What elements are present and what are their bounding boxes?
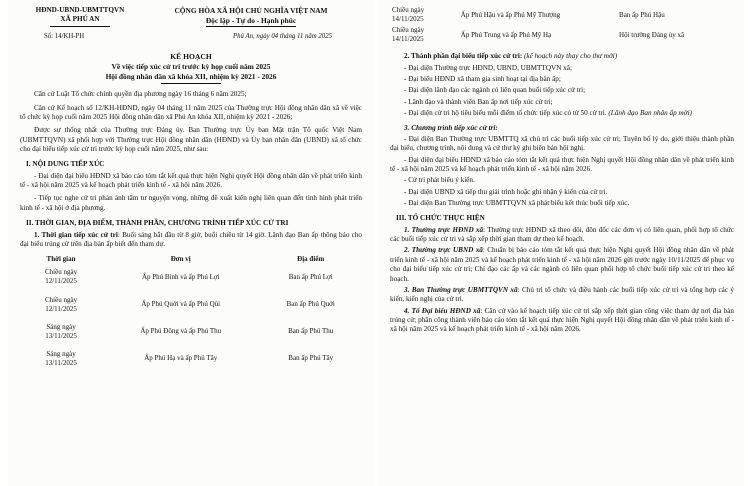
col-header-unit: Đơn vị: [170, 255, 191, 264]
number-date-line: [20, 33, 362, 42]
col-header-place: Địa điểm: [297, 255, 325, 264]
cell-date: 12/11/2025: [45, 277, 77, 286]
document-number: Số: 14/KH-PH: [44, 33, 85, 41]
cell-place: Ban ấp Phú Quới: [286, 300, 335, 309]
national-motto: [140, 6, 362, 27]
implementation-item-4-text: : Căn cứ vào kế hoạch tiếp xúc cử tri sắp xếp thời gian công việc tham dự nơi địa bàn trúng cử; phân công thành viên báo cáo tóm tắt kết quả thực hiện Nghị quyết Hội đồng nhân dân về phát triển kinh tế - xã hội năm 2025 và kế hoạch phát triển kinh tế - xã hội năm 2026.: [390, 306, 734, 334]
cell-time-part: Chiều ngày: [45, 295, 78, 304]
document-page-right: [378, 0, 744, 486]
cell-time: [390, 6, 459, 26]
legal-basis-2: Căn cứ Kế hoạch số 12/KH-HĐND, ngày 04 tháng 11 năm 2025 của Thường trực Hội đồng nhân dân xã về việc tổ chức kỳ họp cuối năm 2025 Hội đồng nhân dân xã Phú An khóa XII, nhiệm kỳ 2021 - 2026;: [20, 103, 362, 121]
nation-motto: Độc lập - Tự do - Hạnh phúc: [205, 15, 297, 25]
table-row: [20, 321, 362, 348]
composition-heading: [390, 52, 734, 61]
schedule-table-continued: [390, 6, 734, 46]
section-3-heading: III. TỔ CHỨC THỰC HIỆN: [396, 214, 485, 223]
cell-place: Ban ấp Phú Tây: [288, 354, 334, 363]
cell-time-part: Chiều ngày: [45, 268, 78, 277]
motto-underline: [206, 26, 296, 27]
cell-time-part: Chiều ngày: [392, 26, 425, 35]
cell-time: [390, 26, 459, 46]
composition-item-5-note: (Lãnh đạo Ban nhân ấp mời): [606, 109, 692, 118]
program-heading: 3. Chương trình tiếp xúc cử tri:: [404, 123, 498, 132]
composition-item-3: - Đại diện lãnh đạo các ngành có liên quan buổi tiếp xúc cử tri;: [404, 86, 586, 95]
cell-time: [20, 266, 102, 293]
section-1-heading: I. NỘI DUNG TIẾP XÚC: [26, 160, 105, 169]
col-header-time: Thời gian: [46, 255, 76, 264]
composition-item-4: - Lãnh đạo và thành viên Ban ấp nơi tiếp xúc cử tri;: [404, 97, 553, 106]
table-header-row: [20, 253, 362, 266]
cell-time: [20, 294, 102, 321]
legal-basis-1: Căn cứ Luật Tổ chức chính quyền địa phương ngày 16 tháng 6 năm 2025;: [34, 90, 247, 99]
cell-time: [20, 321, 102, 348]
program-item-5: - Đại diện Ban Thường trực UBMTTQVN xã phát biểu kết thúc buổi tiếp xúc.: [404, 199, 630, 208]
document-date: Phú An, ngày 04 tháng 11 năm 2025: [232, 33, 332, 41]
organization-underline: [50, 26, 110, 27]
time-label: 1. Thời gian tiếp xúc cử tri: [34, 230, 118, 239]
cell-place: Ban ấp Phú Hậu: [619, 10, 665, 19]
document-subtitle-2: Hội đồng nhân dân xã khóa XII, nhiệm kỳ 2021 - 2026: [105, 71, 277, 81]
organization-line-2: XÃ PHÚ AN: [60, 15, 100, 24]
organization-line-1: HĐND-UBND-UBMTTQVN: [35, 6, 125, 14]
cell-unit: Ấp Phú Bình và ấp Phú Lợi: [141, 272, 220, 281]
cell-time-part: Sáng ngày: [46, 322, 76, 331]
composition-note: (kế hoạch này thay cho thư mời): [522, 52, 618, 61]
table-row: [390, 6, 734, 26]
cell-date: 13/11/2025: [45, 358, 77, 367]
implementation-item-2-text: : Chuẩn bị báo cáo tóm tắt kết quả thực hiện Nghị quyết Hội đồng nhân dân về phát triển kinh tế - xã hội năm 2025 và kế hoạch phát triển kinh tế - xã hội năm 2026 gửi trước ngày 10/11/2025 để phục vụ cho đại biểu tiếp xúc cử tri; Chỉ đạo các ấp và các ngành có liên quan phối hợp tổ chức buổi tiếp xúc cử tri theo kế hoạch.: [390, 246, 734, 283]
cell-time: [20, 348, 102, 375]
cell-date: 14/11/2025: [392, 35, 424, 44]
cell-date: 12/11/2025: [45, 304, 77, 313]
implementation-item-1-label: 1. Thường trực HĐND xã: [404, 225, 484, 234]
program-item-3: - Cử tri phát biểu ý kiến.: [404, 176, 475, 185]
cell-unit: Ấp Phú Đông và ấp Phú Thu: [140, 327, 222, 336]
intro-paragraph: Được sự thống nhất của Thường trực Đảng ủy. Ban Thường trực Ủy ban Mặt trận Tổ quốc Việt Nam (UBMTTQVN) xã phối hợp với Thường trực Hội đồng nhân dân (HĐND) và Ủy ban nhân dân (UBND) xã tổ chức cho đại biểu tiếp xúc cử tri trước kỳ họp cuối năm 2025, như sau:: [20, 126, 362, 153]
table-row: [20, 348, 362, 375]
content-item-2: - Tiếp tục nghe cử tri phản ánh tâm tư nguyện vọng, những đề xuất kiến nghị liên quan đến tình hình phát triển kinh tế - xã hội ở địa phương.: [20, 194, 362, 212]
composition-item-5-text: - Đại diện cử tri hộ tiêu biểu mỗi điểm tổ chức tiếp xúc có từ 50 cử tri.: [404, 109, 607, 118]
composition-item-5: [390, 109, 734, 118]
document-page-left: [8, 0, 374, 486]
implementation-item-4: [390, 307, 734, 335]
implementation-item-1: [390, 226, 734, 245]
table-row: [20, 266, 362, 293]
content-item-1: - Đại diện đại biểu HĐND xã báo cáo tóm tắt kết quả thực hiện Nghị quyết Hội đồng nhân dân về phát triển kinh tế - xã hội năm 2025 và kế hoạch phát triển kinh tế - xã hội năm 2026.: [20, 171, 362, 190]
program-item-4: - Đại diện UBND xã tiếp thu giải trình hoặc ghi nhận ý kiến của cử tri.: [404, 187, 608, 196]
document-subtitle-1: Về việc tiếp xúc cử tri trước kỳ họp cuối năm 2025: [111, 61, 271, 71]
cell-date: 13/11/2025: [45, 331, 77, 340]
cell-unit: Ấp Phú Trung và ấp Phú Mỹ Hạ: [460, 30, 552, 39]
implementation-item-2: [390, 246, 734, 283]
document-header: [20, 6, 362, 27]
program-item-1: - Đại diện Ban Thường trực UBMTTQ xã chủ trì các buổi tiếp xúc cử tri; Tuyên bố lý do, giới thiệu thành phần đại biểu, chương trình, nội dung và cử thư ký ghi biên bản hội nghị.: [390, 134, 734, 153]
implementation-item-3-label: 3. Ban Thường trực UBMTTQVN xã: [404, 285, 518, 294]
cell-unit: Ấp Phú Hạ và ấp Phú Tây: [144, 354, 218, 363]
schedule-table: [20, 253, 362, 375]
implementation-item-4-label: 4. Tổ Đại biểu HĐND xã: [404, 306, 481, 315]
document-title: KẾ HOẠCH: [170, 52, 212, 62]
nation-name: CỘNG HÒA XÃ HỘI CHỦ NGHĨA VIỆT NAM: [174, 6, 328, 15]
section-2-heading: II. THỜI GIAN, ĐỊA ĐIỂM, THÀNH PHẦN, CHƯƠNG TRÌNH TIẾP XÚC CỬ TRI: [26, 219, 289, 228]
cell-time-part: Chiều ngày: [392, 6, 425, 14]
implementation-item-2-label: 2. Thường trực UBND xã: [404, 246, 483, 255]
cell-place: Ban ấp Phú Lợi: [288, 272, 333, 281]
program-item-2: - Đại diện đại biểu HĐND xã báo cáo tóm tắt kết quả thực hiện Nghị quyết Hội đồng nhân dân về phát triển kinh tế - xã hội năm 2025 và kế hoạch phát triển kinh tế - xã hội năm 2026.: [390, 155, 734, 173]
composition-label: 2. Thành phần đại biểu tiếp xúc cử tri:: [404, 52, 523, 61]
composition-item-1: - Đại diện Thường trực HĐND, UBND, UBMTTQVN xã;: [404, 63, 572, 72]
cell-unit: Ấp Phú Hậu và ấp Phú Mỹ Thượng: [460, 10, 561, 19]
table-row: [390, 26, 734, 46]
composition-item-2: - Đại biểu HĐND xã tham gia sinh hoạt tại địa bàn ấp;: [404, 75, 561, 84]
cell-unit: Ấp Phú Quới và ấp Phú Qùi: [141, 300, 221, 309]
table-row: [20, 294, 362, 321]
implementation-item-1-text: : Thường trực HĐND xã theo dõi, đôn đốc các đơn vị có liên quan, phối hợp tổ chức các buổi tiếp xúc cử tri và sắp xếp thời gian tham dự theo kế hoạch.: [390, 225, 734, 244]
cell-time-part: Sáng ngày: [46, 349, 76, 358]
time-paragraph: [20, 231, 362, 250]
title-underline: [161, 83, 221, 84]
time-text: : Buổi sáng bắt đầu từ 8 giờ, buổi chiều từ 14 giờ. Lãnh đạo Ban ấp thông báo cho đại biểu trúng cử trên địa bàn ấp biết đến tham dự.: [20, 230, 363, 248]
issuing-organization: [20, 6, 140, 27]
implementation-item-3-text: : Chủ trì tổ chức và điều hành các buổi tiếp xúc cử tri và tổng hợp các ý kiến, kiến nghị của cử tri.: [390, 285, 734, 304]
implementation-item-3: [390, 286, 734, 305]
cell-place: Ban ấp Phú Thu: [288, 327, 334, 336]
cell-place: Hội trường Đảng ủy xã: [619, 30, 685, 39]
cell-date: 14/11/2025: [392, 15, 424, 24]
